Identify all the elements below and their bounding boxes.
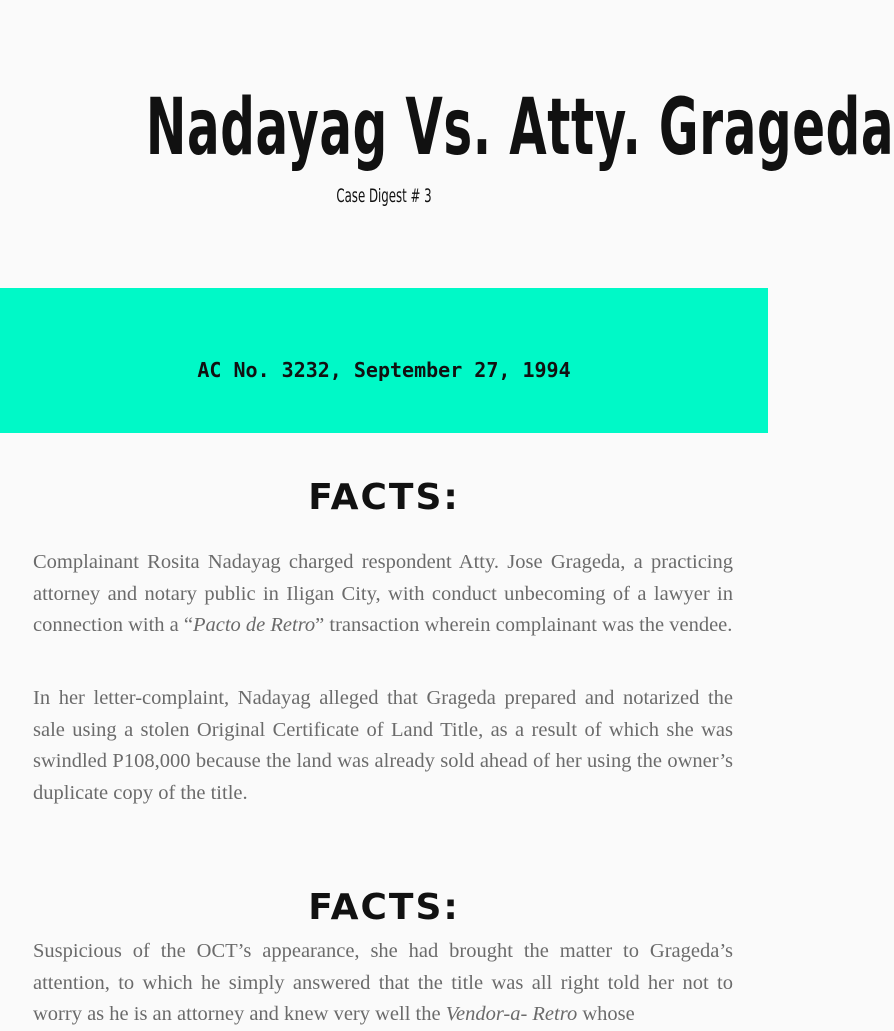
title-block (0, 0, 894, 288)
facts-paragraph-3 (33, 936, 733, 1031)
document-title: Nadayag Vs. Atty. Grageda (145, 83, 894, 173)
section-heading-facts: FACTS: (308, 477, 460, 518)
paragraph-text: whose (577, 1003, 635, 1025)
facts-paragraph-1 (33, 547, 733, 642)
case-number: AC No. 3232, September 27, 1994 (197, 358, 571, 382)
section-heading-facts-continued: FACTS: (308, 887, 460, 928)
facts-paragraph-2: In her letter-complaint, Nadayag alleged that Grageda prepared and notarized the sale using a stolen Original Certificate of Land Title, as a result of which she was swindled P108,000 because the land was already sold ahead of her using the owner’s duplicate copy of the title. (33, 687, 733, 804)
document-subtitle: Case Digest # 3 (336, 185, 432, 207)
italic-term: Pacto de Retro (192, 614, 316, 636)
paragraph-text: Complainant Rosita Nadayag charged respondent Atty. Jose Grageda, a practicing attorney and notary public in Iligan City, with conduct unbecoming of a lawyer in connection with a “ (33, 551, 733, 636)
paragraph-text: ” transaction wherein complainant was the vendee. (315, 614, 733, 636)
paragraph-text: Suspicious of the OCT’s appearance, she had brought the matter to Grageda’s attention, to which he simply answered that the title was all right told her not to worry as he is an attorney and knew very well the (33, 940, 733, 1025)
italic-term: Vendor-a- Retro (445, 1003, 578, 1025)
